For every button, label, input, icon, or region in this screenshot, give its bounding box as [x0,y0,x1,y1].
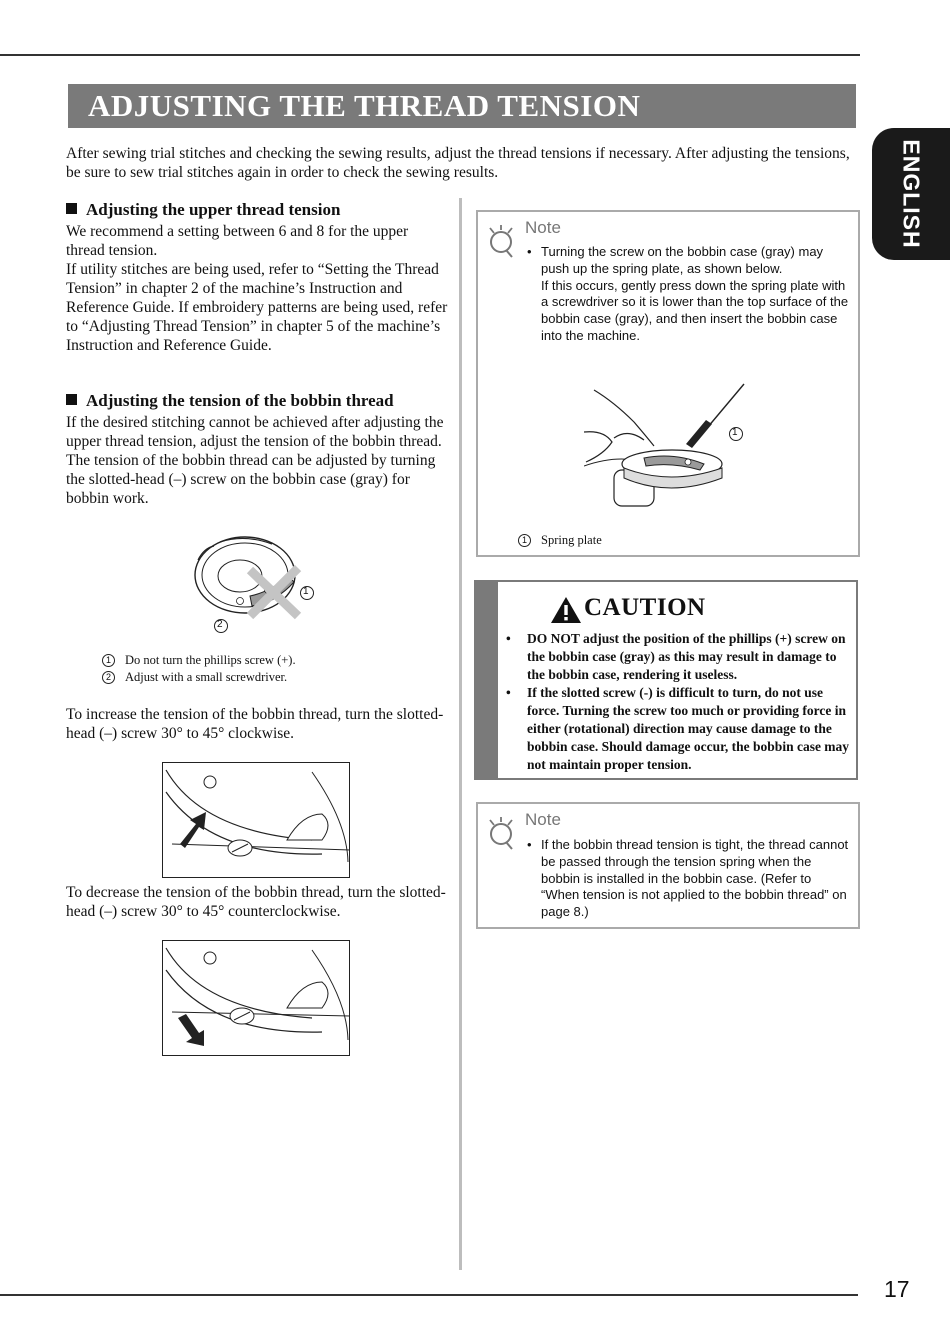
page-number: 17 [884,1276,910,1302]
upper-tension-heading-text: Adjusting the upper thread tension [86,200,341,219]
caution-side-bar [476,582,498,778]
upper-tension-heading [66,200,450,220]
intro-paragraph: After sewing trial stitches and checking the sewing results, adjust the thread tensions if necessary. After adjusting the tensions, be sure to sew trial stitches again in order to check the sewing results. [66,145,850,181]
header-rule [0,54,860,56]
legend-item [518,532,602,549]
note-label: Note [525,810,561,829]
legend-number: 1 [102,654,115,667]
legend-item [102,669,296,686]
bobbin-tension-section [66,391,450,508]
callout-number: 1 [732,427,738,438]
legend-number: 2 [102,671,115,684]
language-tab-label: ENGLISH [898,139,925,249]
legend-text: Spring plate [541,533,602,547]
callout-number: 1 [303,586,309,597]
caution-list [504,630,850,774]
bobbin-tension-heading [66,391,450,411]
spring-plate-illustration [584,382,764,512]
note-box [476,802,860,929]
note-box [476,210,860,557]
warning-triangle-icon [550,596,582,624]
note-icon [486,816,522,850]
note-bullet: • If the bobbin thread tension is tight, the thread cannot be passed through the tension spring when the bobbin is installed in the bobbin case. (Refer to “When tension is not applied to the bobbin thread” on page 8.) [527,837,853,921]
title-bar [68,84,856,128]
caution-title: CAUTION [584,594,706,621]
note-list [527,837,853,921]
counterclockwise-illustration [162,940,350,1056]
decrease-instruction: To decrease the tension of the bobbin thread, turn the slotted-head (–) screw 30° to 45° counterclockwise. [66,884,446,920]
upper-tension-section [66,200,450,355]
page-title: ADJUSTING THE THREAD TENSION [88,88,641,123]
increase-instruction: To increase the tension of the bobbin thread, turn the slotted-head (–) screw 30° to 45° clockwise. [66,706,444,742]
clockwise-figure [162,762,350,883]
square-bullet-icon [66,203,77,214]
callout-number: 2 [217,619,223,630]
bobbin-tension-body: If the desired stitching cannot be achieved after adjusting the upper thread tension, adjust the tension of the bobbin thread. The tension of the bobbin thread can be adjusted by turning the slotted-head (–) screw on the bobbin case (gray) for bobbin work. [66,414,444,507]
figure-legend [102,652,296,686]
legend-text: Adjust with a small screwdriver. [125,670,288,684]
legend-item [102,652,296,669]
note-icon [486,224,522,258]
language-tab [872,128,950,260]
clockwise-illustration [162,762,350,878]
legend-number: 1 [518,534,531,547]
legend-text: Do not turn the phillips screw (+). [125,653,296,667]
footer-rule [0,1294,858,1296]
note-figure-legend [518,532,602,549]
bobbin-tension-heading-text: Adjusting the tension of the bobbin thread [86,391,394,410]
square-bullet-icon [66,394,77,405]
note-bullet: • Turning the screw on the bobbin case (gray) may push up the spring plate, as shown below. If this occurs, gently press down the spring plate with a screwdriver so it is lower than the top surface of the bobbin case (gray), and then insert the bobbin case into the machine. [527,244,853,345]
caution-item: • DO NOT adjust the position of the phillips (+) screw on the bobbin case (gray) as this may result in damage to the bobbin case, rendering it useless. [504,630,850,684]
upper-tension-body: We recommend a setting between 6 and 8 for the upper thread tension. If utility stitches are being used, refer to “Setting the Thread Tension” in chapter 2 of the machine’s Instruction and Reference Guide. If embroidery patterns are being used, refer to “Adjusting Thread Tension” in chapter 5 of the machine’s Instruction and Reference Guide. [66,223,448,354]
bobbin-case-figure [190,530,330,645]
note-list [527,244,853,345]
note-label: Note [525,218,561,237]
counterclockwise-figure [162,940,350,1061]
column-divider [459,198,462,1270]
caution-item: • If the slotted screw (-) is difficult to turn, do not use force. Turning the screw too much or providing force in either (rotational) direction may cause damage to the bobbin case. Should damage occur, the bobbin case may not maintain proper tension. [504,684,850,774]
caution-box [474,580,858,780]
